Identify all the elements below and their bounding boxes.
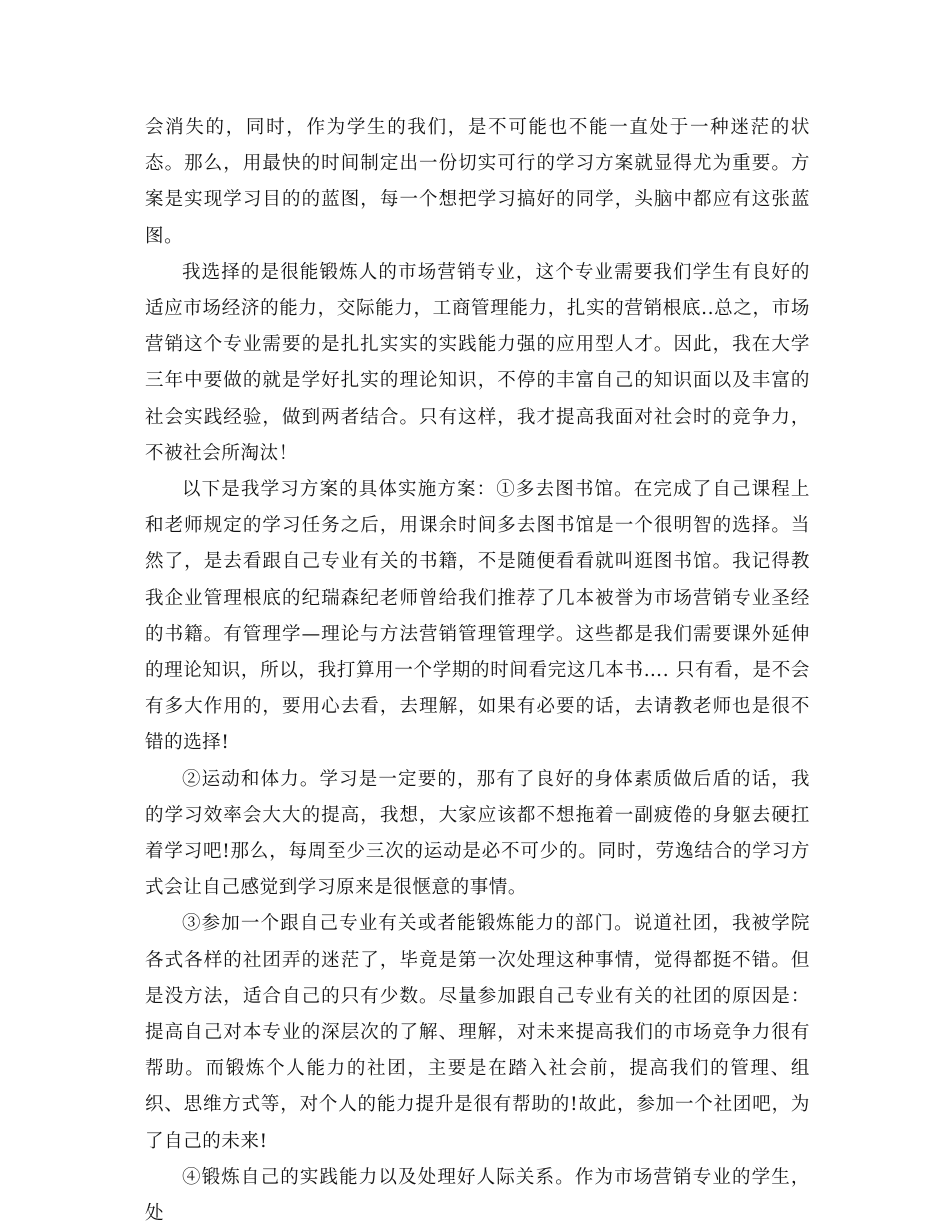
- paragraph-continued: 会消失的，同时，作为学生的我们，是不可能也不能一直处于一种迷茫的状态。那么，用最快的时间制定出一份切实可行的学习方案就显得尤为重要。方案是实现学习目的的蓝图，每一个想把学习搞好的同学，头脑中都应有这张蓝图。: [145, 117, 810, 247]
- paragraph-exercise: ②运动和体力。学习是一定要的，那有了良好的身体素质做后盾的话，我的学习效率会大大的提高，我想，大家应该都不想拖着一副疲倦的身躯去硬扛着学习吧!那么，每周至少三次的运动是必不可少的。同时，劳逸结合的学习方式会让自己感觉到学习原来是很惬意的事情。: [145, 768, 810, 899]
- body-text: [145, 110, 810, 1232]
- paragraph-plan-library: 以下是我学习方案的具体实施方案：①多去图书馆。在完成了自己课程上和老师规定的学习任务之后，用课余时间多去图书馆是一个很明智的选择。当然了，是去看跟自己专业有关的书籍，不是随便看看就叫逛图书馆。我记得教我企业管理根底的纪瑞森纪老师曾给我们推荐了几本被誉为市场营销专业圣经的书籍。有管理学—理论与方法营销管理管理学。这些都是我们需要课外延伸的理论知识，所以，我打算用一个学期的时间看完这几本书…. 只有看，是不会有多大作用的，要用心去看，去理解，如果有必要的话，去请教老师也是很不错的选择!: [145, 479, 810, 754]
- paragraph-major-choice: 我选择的是很能锻炼人的市场营销专业，这个专业需要我们学生有良好的适应市场经济的能力，交际能力，工商管理能力，扎实的营销根底..总之，市场营销这个专业需要的是扎扎实实的实践能力强的应用型人才。因此，我在大学三年中要做的就是学好扎实的理论知识，不停的丰富自己的知识面以及丰富的社会实践经验，做到两者结合。只有这样，我才提高我面对社会时的竞争力，不被社会所淘汰！: [145, 261, 810, 464]
- paragraph-club: ③参加一个跟自己专业有关或者能锻炼能力的部门。说道社团，我被学院各式各样的社团弄的迷茫了，毕竟是第一次处理这种事情，觉得都挺不错。但是没方法，适合自己的只有少数。尽量参加跟自己专业有关的社团的原因是：提高自己对本专业的深层次的了解、理解，对未来提高我们的市场竞争力很有帮助。而锻炼个人能力的社团，主要是在踏入社会前，提高我们的管理、组织、思维方式等，对个人的能力提升是很有帮助的!故此，参加一个社团吧，为了自己的未来!: [145, 913, 810, 1152]
- paragraph-practice: ④锻炼自己的实践能力以及处理好人际关系。作为市场营销专业的学生，处: [145, 1166, 810, 1225]
